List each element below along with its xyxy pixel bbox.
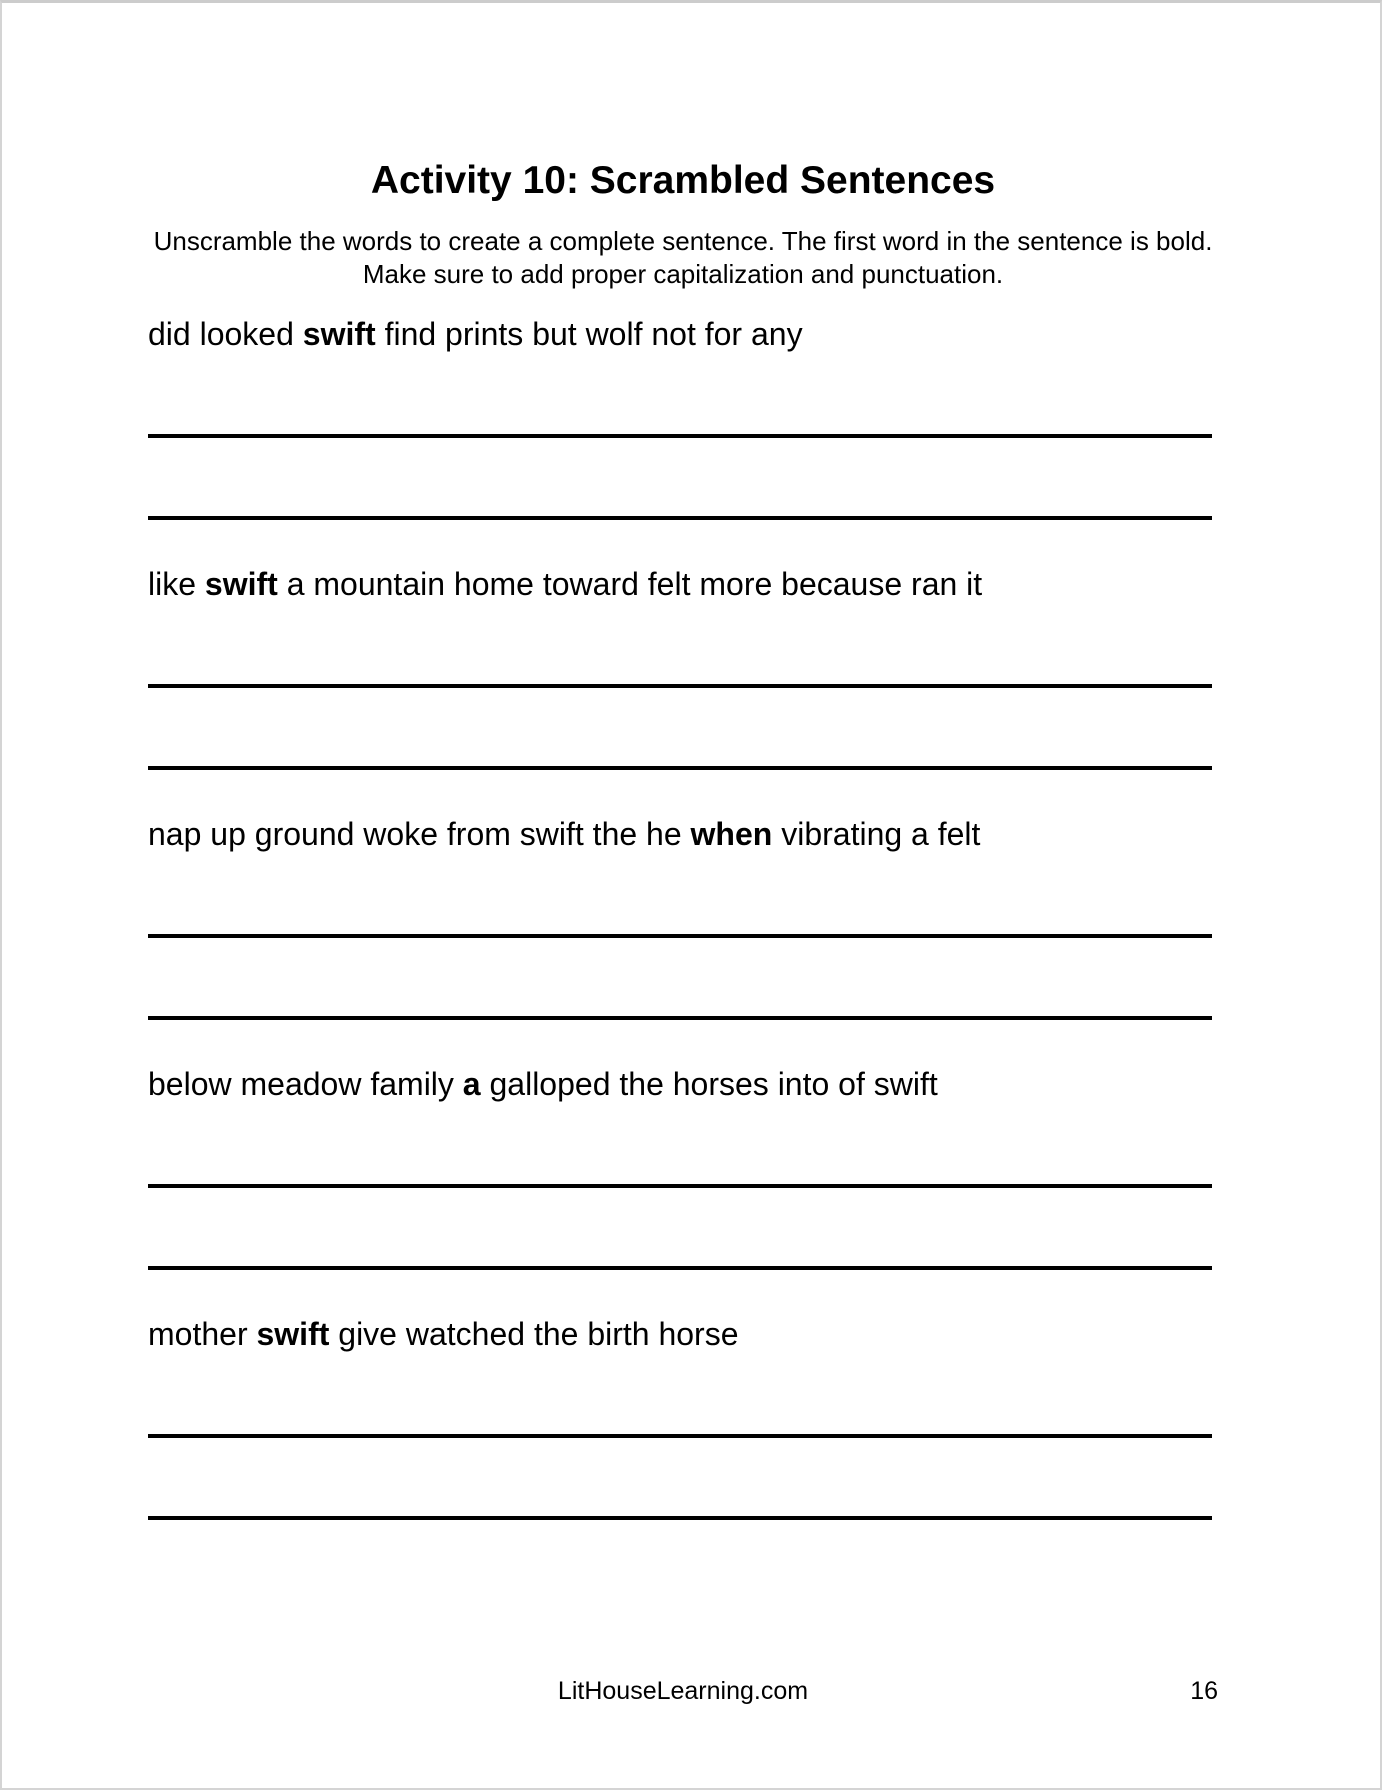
answer-line bbox=[148, 1266, 1212, 1270]
sentence-5-post: give watched the birth horse bbox=[329, 1316, 739, 1352]
sentence-3-bold-word: when bbox=[690, 816, 773, 852]
activity-title: Activity 10: Scrambled Sentences bbox=[370, 159, 996, 202]
sentence-4-post: galloped the horses into of swift bbox=[480, 1066, 938, 1102]
sentence-5-pre: mother bbox=[148, 1316, 257, 1352]
scrambled-sentence-1 bbox=[148, 313, 1218, 355]
sentence-2-pre: like bbox=[148, 566, 205, 602]
exercise-block-1 bbox=[148, 313, 1218, 563]
sentence-2-bold-word: swift bbox=[204, 566, 278, 602]
sentence-4-bold-word: a bbox=[462, 1066, 481, 1102]
exercise-block-5 bbox=[148, 1313, 1218, 1563]
sentence-5-bold-word: swift bbox=[256, 1316, 330, 1352]
sentence-4-pre: below meadow family bbox=[148, 1066, 463, 1102]
answer-line bbox=[148, 1016, 1212, 1020]
sentence-2-post: a mountain home toward felt more because ran it bbox=[277, 566, 983, 602]
page-number: 16 bbox=[1190, 1677, 1218, 1705]
footer-site-text: LitHouseLearning.com bbox=[557, 1677, 809, 1705]
answer-line bbox=[148, 1434, 1212, 1438]
exercise-block-3 bbox=[148, 813, 1218, 1063]
answer-line bbox=[148, 684, 1212, 688]
sentence-1-pre: did looked bbox=[148, 316, 303, 352]
scrambled-sentence-4 bbox=[148, 1063, 1218, 1105]
answer-line bbox=[148, 1184, 1212, 1188]
sentence-3-pre: nap up ground woke from swift the he bbox=[148, 816, 691, 852]
answer-line bbox=[148, 516, 1212, 520]
answer-line bbox=[148, 766, 1212, 770]
instructions-text: Unscramble the words to create a complete sentence. The first word in the sentence is bold. Make sure to add proper capitalization and punctuation. bbox=[153, 226, 1213, 289]
exercise-block-4 bbox=[148, 1063, 1218, 1313]
scrambled-sentence-3 bbox=[148, 813, 1218, 855]
answer-line bbox=[148, 434, 1212, 438]
exercise-block-2 bbox=[148, 563, 1218, 813]
scrambled-sentence-5 bbox=[148, 1313, 1218, 1355]
answer-line bbox=[148, 1516, 1212, 1520]
sentence-1-bold-word: swift bbox=[302, 316, 376, 352]
page-footer bbox=[148, 1675, 1218, 1707]
answer-line bbox=[148, 934, 1212, 938]
sentence-1-post: find prints but wolf not for any bbox=[375, 316, 803, 352]
sentence-3-post: vibrating a felt bbox=[772, 816, 981, 852]
scrambled-sentence-2 bbox=[148, 563, 1218, 605]
